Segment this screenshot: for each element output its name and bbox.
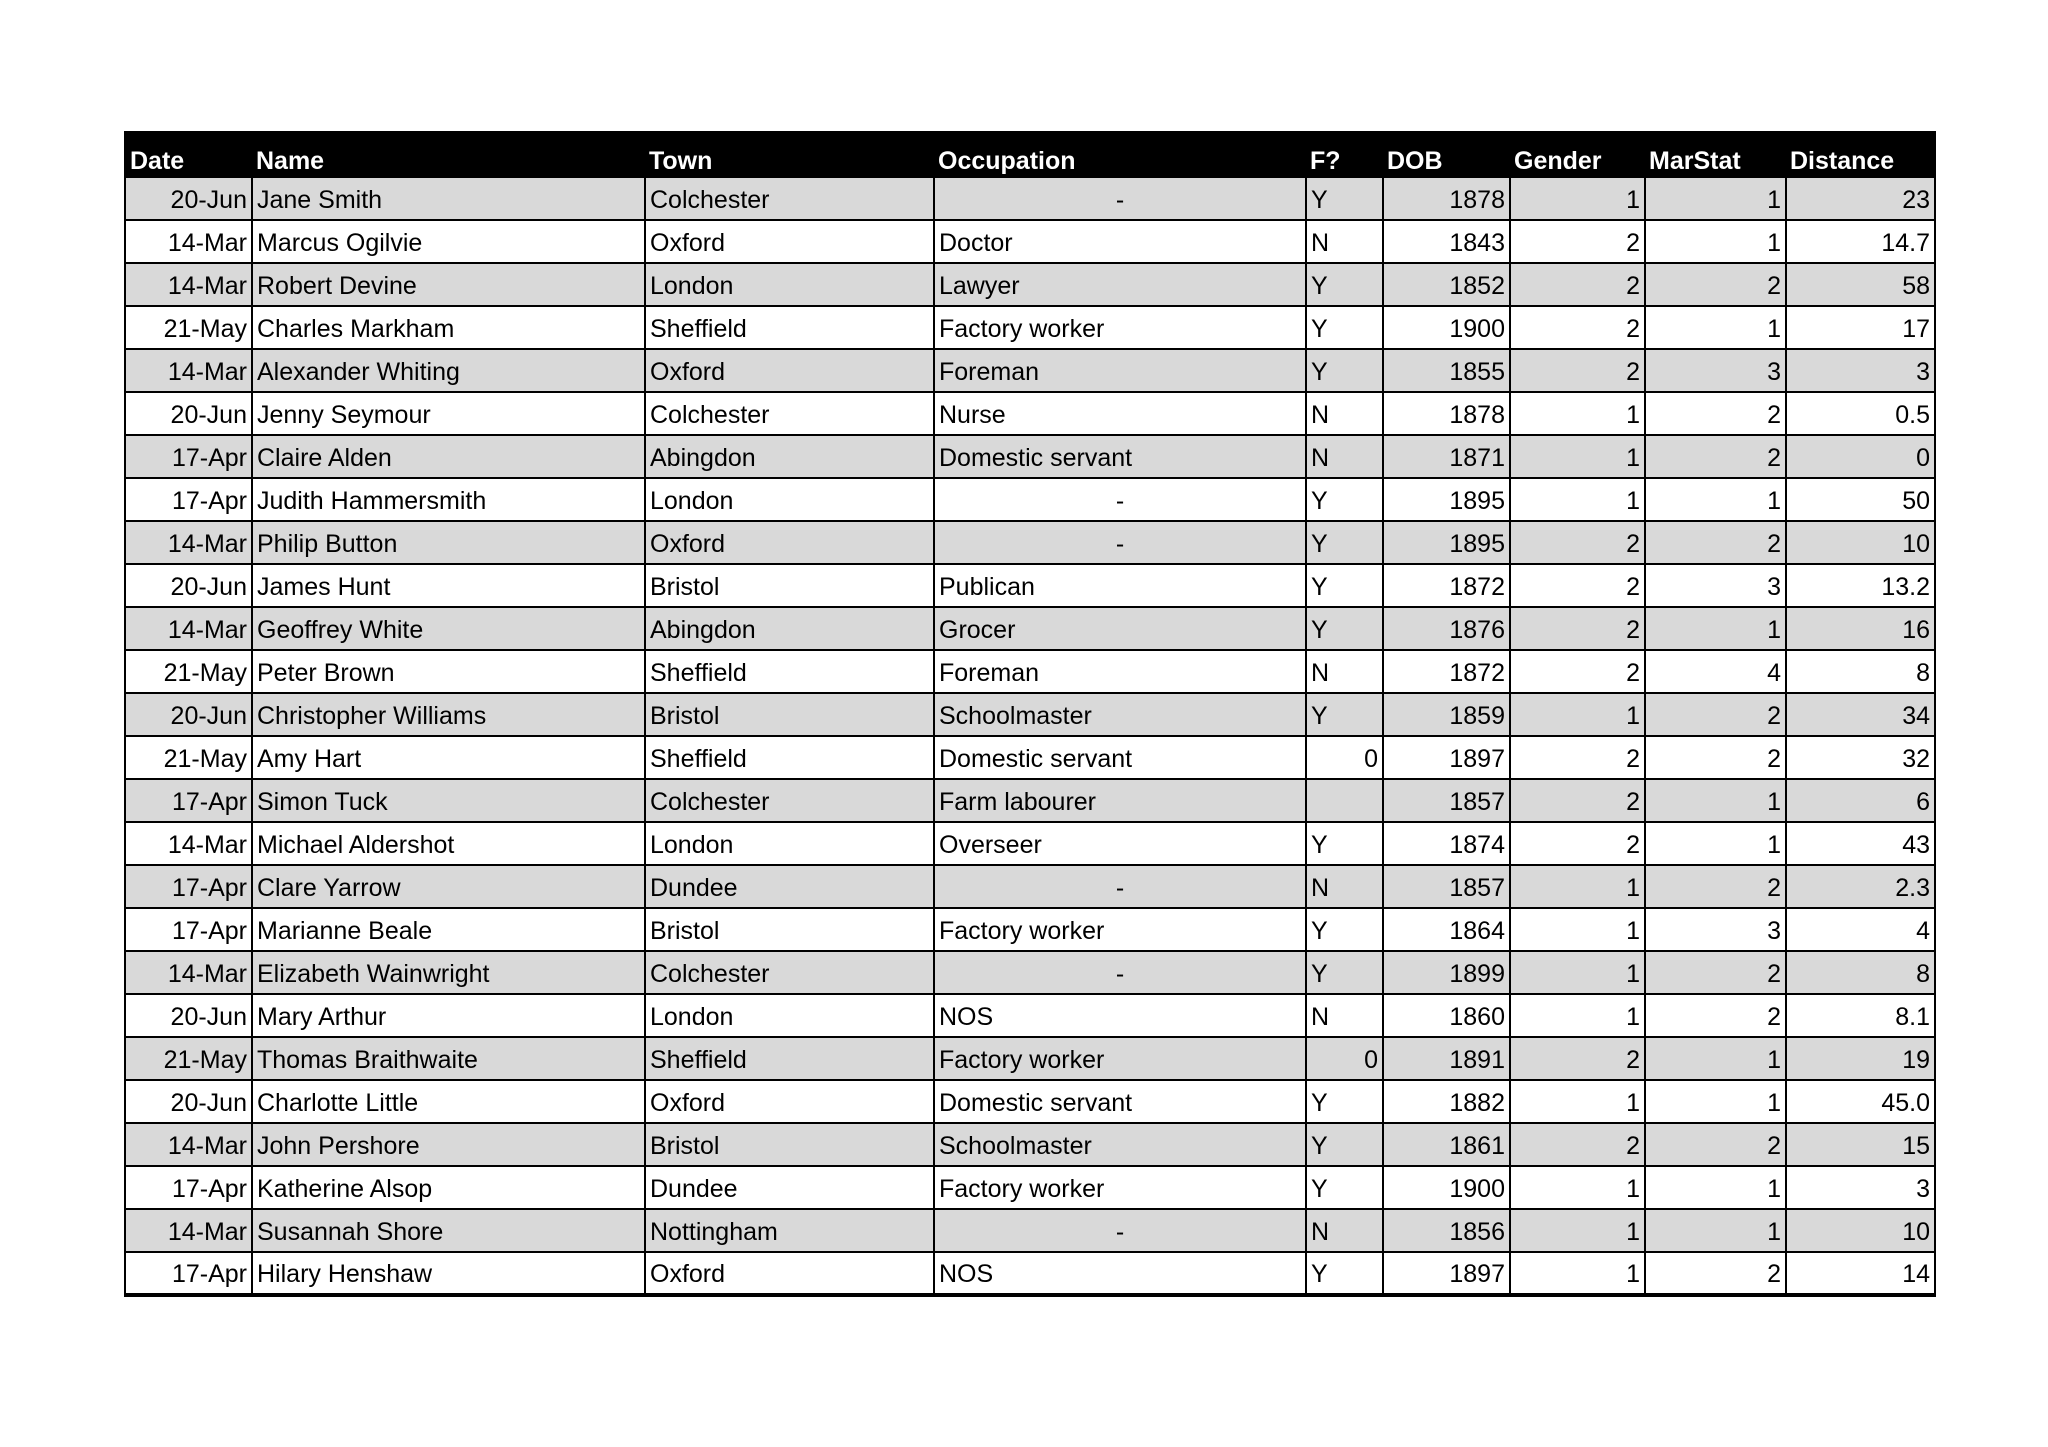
cell-occupation: Grocer: [934, 607, 1306, 650]
cell-gender: 2: [1510, 564, 1645, 607]
cell-marstat: 1: [1645, 306, 1786, 349]
table-row: [125, 478, 1935, 521]
cell-name: Hilary Henshaw: [252, 1252, 645, 1295]
cell-distance: 15: [1786, 1123, 1935, 1166]
cell-occupation: Domestic servant: [934, 1080, 1306, 1123]
cell-date: 14-Mar: [125, 1123, 252, 1166]
cell-name: Philip Button: [252, 521, 645, 564]
cell-gender: 2: [1510, 263, 1645, 306]
cell-occupation: Factory worker: [934, 1166, 1306, 1209]
cell-dob: 1899: [1383, 951, 1510, 994]
cell-date: 14-Mar: [125, 822, 252, 865]
table-body: [125, 177, 1935, 1295]
table-row: [125, 1252, 1935, 1295]
cell-name: Susannah Shore: [252, 1209, 645, 1252]
cell-date: 17-Apr: [125, 779, 252, 822]
cell-name: Peter Brown: [252, 650, 645, 693]
cell-f: N: [1306, 1209, 1383, 1252]
cell-marstat: 3: [1645, 349, 1786, 392]
cell-gender: 2: [1510, 1123, 1645, 1166]
cell-dob: 1895: [1383, 478, 1510, 521]
cell-town: Oxford: [645, 1080, 934, 1123]
cell-dob: 1891: [1383, 1037, 1510, 1080]
cell-town: Bristol: [645, 1123, 934, 1166]
cell-gender: 1: [1510, 435, 1645, 478]
column-header-town: Town: [649, 147, 713, 175]
cell-name: Charlotte Little: [252, 1080, 645, 1123]
cell-distance: 32: [1786, 736, 1935, 779]
cell-gender: 2: [1510, 779, 1645, 822]
cell-dob: 1876: [1383, 607, 1510, 650]
table-row: [125, 994, 1935, 1037]
cell-occupation: Domestic servant: [934, 736, 1306, 779]
cell-marstat: 2: [1645, 865, 1786, 908]
cell-distance: 2.3: [1786, 865, 1935, 908]
cell-dob: 1857: [1383, 865, 1510, 908]
table-row: [125, 1037, 1935, 1080]
cell-gender: 1: [1510, 693, 1645, 736]
cell-f: Y: [1306, 1080, 1383, 1123]
cell-occupation: Foreman: [934, 349, 1306, 392]
cell-date: 17-Apr: [125, 1166, 252, 1209]
cell-f: Y: [1306, 521, 1383, 564]
cell-f: Y: [1306, 263, 1383, 306]
cell-dob: 1895: [1383, 521, 1510, 564]
table-row: [125, 951, 1935, 994]
cell-distance: 16: [1786, 607, 1935, 650]
cell-date: 14-Mar: [125, 263, 252, 306]
cell-name: Jane Smith: [252, 177, 645, 220]
cell-f: Y: [1306, 822, 1383, 865]
cell-f: Y: [1306, 349, 1383, 392]
cell-town: Colchester: [645, 951, 934, 994]
cell-town: Oxford: [645, 349, 934, 392]
cell-marstat: 1: [1645, 822, 1786, 865]
cell-town: Dundee: [645, 865, 934, 908]
table-row: [125, 521, 1935, 564]
data-table: [124, 131, 1936, 1297]
table-row: [125, 392, 1935, 435]
cell-town: Sheffield: [645, 736, 934, 779]
cell-distance: 6: [1786, 779, 1935, 822]
column-header-occupation: Occupation: [938, 147, 1076, 175]
table-row: [125, 564, 1935, 607]
header-row: [125, 131, 1935, 177]
cell-town: Colchester: [645, 779, 934, 822]
cell-gender: 1: [1510, 392, 1645, 435]
cell-gender: 2: [1510, 650, 1645, 693]
table-row: [125, 306, 1935, 349]
column-header-date: Date: [130, 147, 185, 175]
cell-f: Y: [1306, 1123, 1383, 1166]
cell-date: 17-Apr: [125, 478, 252, 521]
cell-f: N: [1306, 994, 1383, 1037]
cell-date: 14-Mar: [125, 951, 252, 994]
cell-marstat: 2: [1645, 392, 1786, 435]
cell-date: 20-Jun: [125, 564, 252, 607]
cell-name: Christopher Williams: [252, 693, 645, 736]
cell-f: Y: [1306, 1252, 1383, 1295]
cell-dob: 1843: [1383, 220, 1510, 263]
cell-marstat: 1: [1645, 1037, 1786, 1080]
cell-marstat: 3: [1645, 908, 1786, 951]
cell-occupation: Publican: [934, 564, 1306, 607]
cell-name: Michael Aldershot: [252, 822, 645, 865]
cell-town: Oxford: [645, 521, 934, 564]
cell-dob: 1871: [1383, 435, 1510, 478]
cell-f: 0: [1306, 736, 1383, 779]
cell-dob: 1856: [1383, 1209, 1510, 1252]
cell-date: 21-May: [125, 736, 252, 779]
cell-marstat: 2: [1645, 1252, 1786, 1295]
cell-dob: 1900: [1383, 1166, 1510, 1209]
cell-f: N: [1306, 435, 1383, 478]
cell-name: James Hunt: [252, 564, 645, 607]
cell-distance: 0.5: [1786, 392, 1935, 435]
cell-marstat: 2: [1645, 435, 1786, 478]
cell-gender: 2: [1510, 306, 1645, 349]
cell-dob: 1882: [1383, 1080, 1510, 1123]
cell-name: Alexander Whiting: [252, 349, 645, 392]
cell-occupation: Domestic servant: [934, 435, 1306, 478]
cell-date: 14-Mar: [125, 349, 252, 392]
cell-occupation: -: [934, 1209, 1306, 1252]
cell-distance: 34: [1786, 693, 1935, 736]
cell-f: Y: [1306, 177, 1383, 220]
table-row: [125, 1166, 1935, 1209]
cell-gender: 1: [1510, 994, 1645, 1037]
cell-name: Judith Hammersmith: [252, 478, 645, 521]
cell-date: 20-Jun: [125, 1080, 252, 1123]
cell-f: N: [1306, 392, 1383, 435]
cell-gender: 1: [1510, 1209, 1645, 1252]
column-header-dob: DOB: [1387, 147, 1443, 175]
cell-town: London: [645, 822, 934, 865]
table-row: [125, 908, 1935, 951]
cell-f: N: [1306, 650, 1383, 693]
cell-dob: 1872: [1383, 564, 1510, 607]
cell-distance: 23: [1786, 177, 1935, 220]
cell-name: Charles Markham: [252, 306, 645, 349]
cell-town: Abingdon: [645, 435, 934, 478]
cell-town: Dundee: [645, 1166, 934, 1209]
cell-marstat: 1: [1645, 1209, 1786, 1252]
cell-marstat: 2: [1645, 994, 1786, 1037]
cell-town: Oxford: [645, 220, 934, 263]
cell-date: 17-Apr: [125, 865, 252, 908]
cell-name: Amy Hart: [252, 736, 645, 779]
cell-date: 17-Apr: [125, 435, 252, 478]
cell-name: Mary Arthur: [252, 994, 645, 1037]
cell-date: 14-Mar: [125, 1209, 252, 1252]
cell-distance: 58: [1786, 263, 1935, 306]
cell-distance: 0: [1786, 435, 1935, 478]
cell-town: Nottingham: [645, 1209, 934, 1252]
cell-name: Katherine Alsop: [252, 1166, 645, 1209]
cell-date: 17-Apr: [125, 908, 252, 951]
cell-town: London: [645, 994, 934, 1037]
table-header: [125, 131, 1935, 177]
cell-distance: 17: [1786, 306, 1935, 349]
cell-distance: 50: [1786, 478, 1935, 521]
cell-town: Colchester: [645, 392, 934, 435]
cell-distance: 43: [1786, 822, 1935, 865]
cell-occupation: Factory worker: [934, 1037, 1306, 1080]
cell-f: N: [1306, 220, 1383, 263]
cell-f: Y: [1306, 306, 1383, 349]
cell-town: Sheffield: [645, 306, 934, 349]
cell-dob: 1852: [1383, 263, 1510, 306]
cell-marstat: 1: [1645, 607, 1786, 650]
cell-date: 20-Jun: [125, 177, 252, 220]
cell-occupation: Overseer: [934, 822, 1306, 865]
cell-marstat: 1: [1645, 779, 1786, 822]
cell-date: 14-Mar: [125, 521, 252, 564]
cell-occupation: -: [934, 478, 1306, 521]
cell-marstat: 1: [1645, 220, 1786, 263]
cell-gender: 1: [1510, 1080, 1645, 1123]
table-row: [125, 263, 1935, 306]
cell-dob: 1855: [1383, 349, 1510, 392]
cell-town: Oxford: [645, 1252, 934, 1295]
cell-name: Elizabeth Wainwright: [252, 951, 645, 994]
cell-date: 21-May: [125, 1037, 252, 1080]
cell-date: 20-Jun: [125, 392, 252, 435]
cell-town: Bristol: [645, 564, 934, 607]
cell-distance: 4: [1786, 908, 1935, 951]
cell-gender: 2: [1510, 349, 1645, 392]
cell-gender: 2: [1510, 220, 1645, 263]
cell-name: Robert Devine: [252, 263, 645, 306]
cell-name: John Pershore: [252, 1123, 645, 1166]
cell-dob: 1900: [1383, 306, 1510, 349]
cell-gender: 1: [1510, 865, 1645, 908]
cell-distance: 13.2: [1786, 564, 1935, 607]
table-row: [125, 865, 1935, 908]
cell-occupation: Factory worker: [934, 306, 1306, 349]
column-header-distance: Distance: [1790, 147, 1895, 175]
cell-occupation: -: [934, 177, 1306, 220]
cell-dob: 1897: [1383, 1252, 1510, 1295]
cell-f: Y: [1306, 693, 1383, 736]
column-header-f: F?: [1310, 147, 1341, 175]
cell-name: Geoffrey White: [252, 607, 645, 650]
cell-date: 20-Jun: [125, 994, 252, 1037]
cell-gender: 1: [1510, 1166, 1645, 1209]
cell-distance: 45.0: [1786, 1080, 1935, 1123]
cell-marstat: 1: [1645, 1166, 1786, 1209]
table-row: [125, 693, 1935, 736]
spreadsheet: [124, 131, 1936, 1297]
cell-town: Sheffield: [645, 1037, 934, 1080]
cell-gender: 2: [1510, 736, 1645, 779]
cell-name: Marcus Ogilvie: [252, 220, 645, 263]
table-row: [125, 607, 1935, 650]
cell-town: Abingdon: [645, 607, 934, 650]
cell-gender: 1: [1510, 1252, 1645, 1295]
cell-distance: 14: [1786, 1252, 1935, 1295]
cell-dob: 1874: [1383, 822, 1510, 865]
cell-f: 0: [1306, 1037, 1383, 1080]
cell-occupation: -: [934, 521, 1306, 564]
cell-occupation: -: [934, 865, 1306, 908]
cell-dob: 1878: [1383, 392, 1510, 435]
table-row: [125, 779, 1935, 822]
cell-marstat: 2: [1645, 1123, 1786, 1166]
cell-marstat: 3: [1645, 564, 1786, 607]
cell-marstat: 1: [1645, 1080, 1786, 1123]
cell-occupation: Factory worker: [934, 908, 1306, 951]
column-header-gender: Gender: [1514, 147, 1602, 175]
cell-name: Thomas Braithwaite: [252, 1037, 645, 1080]
cell-town: Sheffield: [645, 650, 934, 693]
table-row: [125, 177, 1935, 220]
cell-gender: 2: [1510, 607, 1645, 650]
cell-gender: 1: [1510, 177, 1645, 220]
cell-distance: 14.7: [1786, 220, 1935, 263]
cell-occupation: NOS: [934, 1252, 1306, 1295]
cell-date: 14-Mar: [125, 607, 252, 650]
cell-f: N: [1306, 865, 1383, 908]
cell-occupation: Lawyer: [934, 263, 1306, 306]
cell-name: Simon Tuck: [252, 779, 645, 822]
cell-date: 21-May: [125, 650, 252, 693]
table-row: [125, 435, 1935, 478]
cell-name: Claire Alden: [252, 435, 645, 478]
cell-distance: 8: [1786, 650, 1935, 693]
cell-distance: 10: [1786, 1209, 1935, 1252]
cell-marstat: 2: [1645, 521, 1786, 564]
cell-gender: 2: [1510, 822, 1645, 865]
cell-town: London: [645, 263, 934, 306]
cell-dob: 1872: [1383, 650, 1510, 693]
cell-date: 21-May: [125, 306, 252, 349]
cell-dob: 1897: [1383, 736, 1510, 779]
cell-distance: 8.1: [1786, 994, 1935, 1037]
cell-f: Y: [1306, 1166, 1383, 1209]
cell-dob: 1860: [1383, 994, 1510, 1037]
table-row: [125, 1080, 1935, 1123]
cell-occupation: NOS: [934, 994, 1306, 1037]
cell-distance: 3: [1786, 349, 1935, 392]
cell-marstat: 1: [1645, 177, 1786, 220]
cell-occupation: Doctor: [934, 220, 1306, 263]
table-row: [125, 349, 1935, 392]
cell-distance: 10: [1786, 521, 1935, 564]
cell-distance: 8: [1786, 951, 1935, 994]
cell-marstat: 4: [1645, 650, 1786, 693]
cell-town: London: [645, 478, 934, 521]
cell-dob: 1859: [1383, 693, 1510, 736]
column-header-marstat: MarStat: [1649, 147, 1741, 175]
cell-f: Y: [1306, 564, 1383, 607]
cell-occupation: Schoolmaster: [934, 1123, 1306, 1166]
cell-distance: 19: [1786, 1037, 1935, 1080]
cell-marstat: 2: [1645, 951, 1786, 994]
cell-occupation: Foreman: [934, 650, 1306, 693]
cell-gender: 2: [1510, 1037, 1645, 1080]
cell-marstat: 2: [1645, 693, 1786, 736]
cell-occupation: Schoolmaster: [934, 693, 1306, 736]
cell-dob: 1864: [1383, 908, 1510, 951]
cell-name: Marianne Beale: [252, 908, 645, 951]
cell-town: Bristol: [645, 908, 934, 951]
cell-occupation: Farm labourer: [934, 779, 1306, 822]
cell-marstat: 2: [1645, 736, 1786, 779]
cell-town: Colchester: [645, 177, 934, 220]
cell-f: Y: [1306, 478, 1383, 521]
cell-f: Y: [1306, 951, 1383, 994]
cell-f: Y: [1306, 607, 1383, 650]
cell-dob: 1857: [1383, 779, 1510, 822]
column-header-name: Name: [256, 147, 325, 175]
cell-marstat: 2: [1645, 263, 1786, 306]
table-row: [125, 736, 1935, 779]
table-row: [125, 822, 1935, 865]
cell-town: Bristol: [645, 693, 934, 736]
cell-marstat: 1: [1645, 478, 1786, 521]
cell-f: [1306, 779, 1383, 822]
cell-gender: 1: [1510, 951, 1645, 994]
cell-f: Y: [1306, 908, 1383, 951]
cell-occupation: Nurse: [934, 392, 1306, 435]
cell-gender: 2: [1510, 521, 1645, 564]
table-row: [125, 220, 1935, 263]
cell-name: Jenny Seymour: [252, 392, 645, 435]
cell-dob: 1861: [1383, 1123, 1510, 1166]
cell-date: 17-Apr: [125, 1252, 252, 1295]
cell-distance: 3: [1786, 1166, 1935, 1209]
cell-name: Clare Yarrow: [252, 865, 645, 908]
table-row: [125, 650, 1935, 693]
table-row: [125, 1123, 1935, 1166]
cell-date: 14-Mar: [125, 220, 252, 263]
cell-gender: 1: [1510, 478, 1645, 521]
cell-occupation: -: [934, 951, 1306, 994]
cell-date: 20-Jun: [125, 693, 252, 736]
cell-gender: 1: [1510, 908, 1645, 951]
cell-dob: 1878: [1383, 177, 1510, 220]
table-row: [125, 1209, 1935, 1252]
